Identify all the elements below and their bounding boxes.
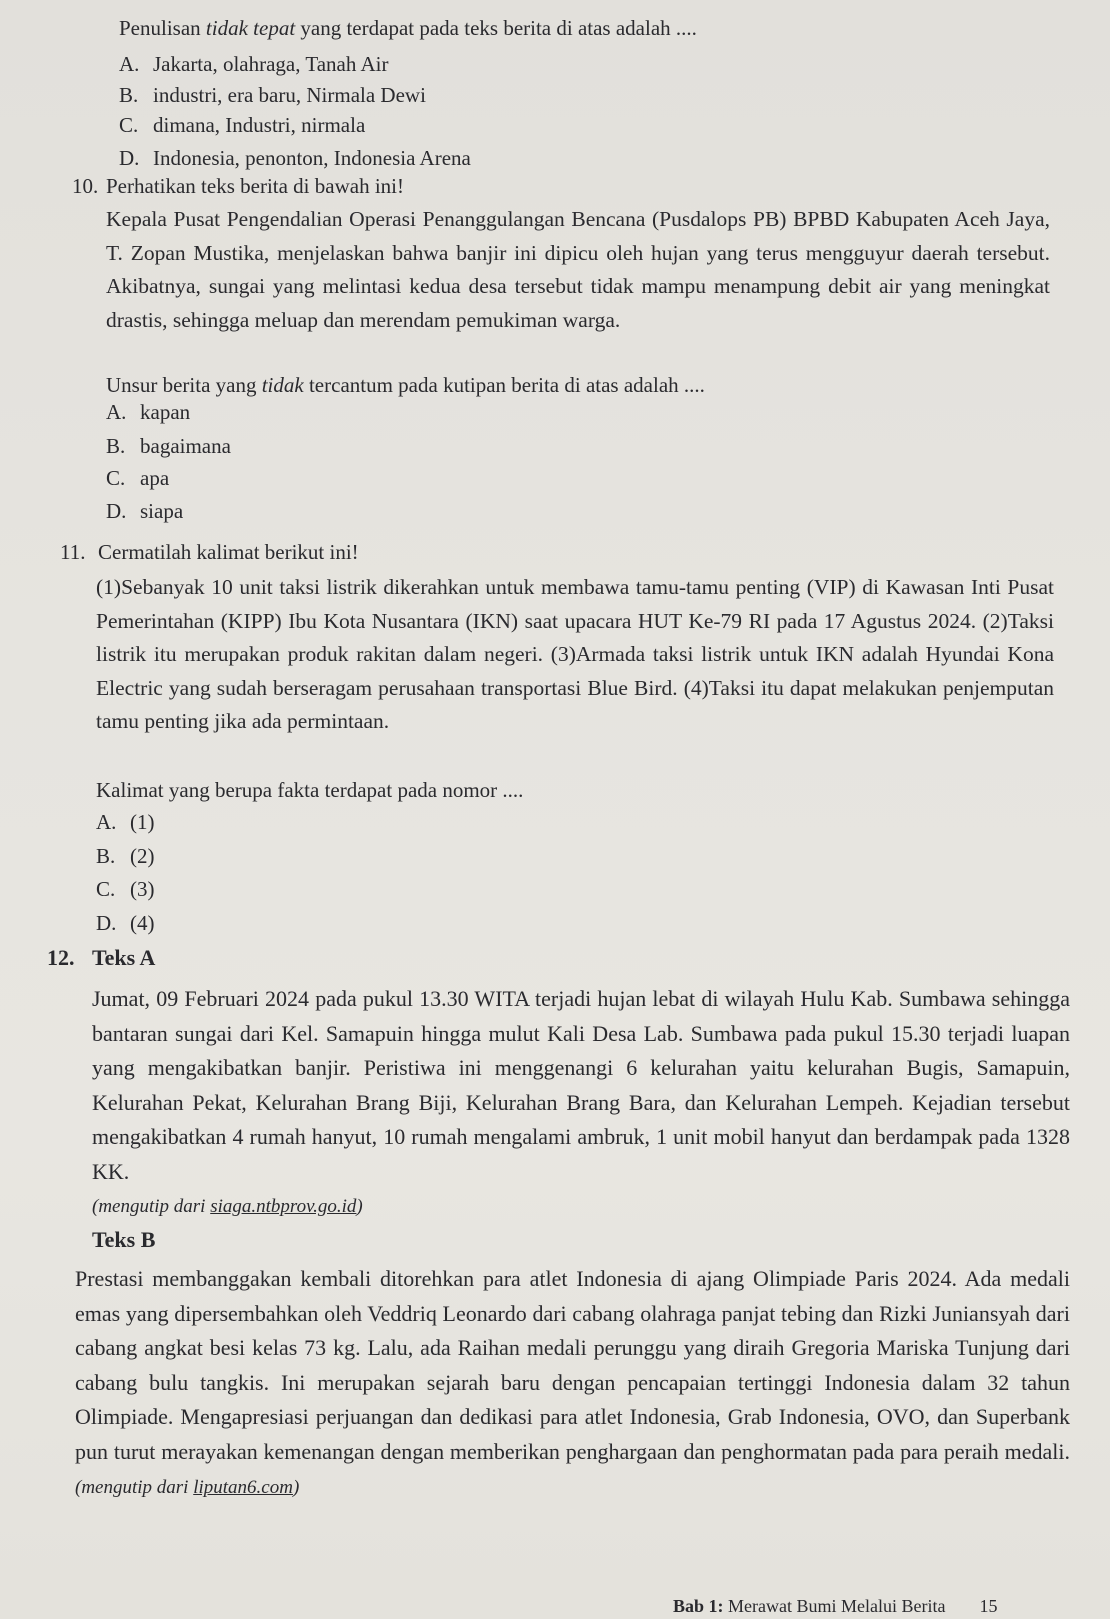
q12-teks-b-passage: Prestasi membanggakan kembali ditorehkan para atlet Indonesia di ajang Olimpiade Paris 2024. Ada medali emas yang dipersembahkan oleh Veddriq Leonardo dari cabang olahraga panjat tebing dan Rizki Juniansyah dari cabang angkat besi kelas 73 kg. Lalu, ada Raihan medali perunggu yang diraih Gregoria Mariska Tunjung dari cabang bulu tangkis. Ini merupakan sejarah baru dengan pencapaian tertinggi Indonesia dalam 32 tahun Olimpiade. Mengapresiasi perjuangan dan dedikasi para atlet Indonesia, Grab Indonesia, OVO, dan Superbank pun turut merayakan kemenangan dengan memberikan penghargaan dan penghormatan pada para peraih medali. (mengutip dari liputan6.com): [75, 1266, 1070, 1498]
q10-option-a: A. kapan: [106, 400, 191, 424]
page-footer: Bab 1: Merawat Bumi Melalui Berita 15: [673, 1596, 998, 1616]
q10-passage: Kepala Pusat Pengendalian Operasi Penanggulangan Bencana (Pusdalops PB) BPBD Kabupaten Aceh Jaya, T. Zopan Mustika, menjelaskan bahwa banjir ini dipicu oleh hujan yang terus mengguyur daerah tersebut. Akibatnya, sungai yang melintasi kedua desa tersebut tidak mampu menampung debit air yang meningkat drastis, sehingga meluap dan merendam pemukiman warga.: [106, 207, 1050, 332]
q12-teks-b-title: Teks B: [92, 1227, 156, 1252]
q12-teks-a-passage: Jumat, 09 Februari 2024 pada pukul 13.30 WITA terjadi hujan lebat di wilayah Hulu Kab. Sumbawa sehingga bantaran sungai dari Kel. Samapuin hingga mulut Kali Desa Lab. Sumbawa pada pukul 15.30 terjadi luapan yang mengakibatkan banjir. Peristiwa ini menggenangi 6 kelurahan yaitu kelurahan Bugis, Samapuin, Kelurahan Pekat, Kelurahan Brang Biji, Kelurahan Brang Bara, dan Kelurahan Lempeh. Kejadian tersebut mengakibatkan 4 rumah hanyut, 10 rumah mengalami ambruk, 1 unit mobil hanyut dan berdampak pada 1328 KK.: [92, 986, 1070, 1184]
q9-stem: Penulisan tidak tepat yang terdapat pada teks berita di atas adalah ....: [119, 16, 697, 40]
q10-option-d: D. siapa: [106, 499, 184, 523]
q11-stem: Kalimat yang berupa fakta terdapat pada nomor ....: [96, 778, 524, 802]
q10-option-b: B. bagaimana: [106, 434, 231, 458]
q9-option-c: C. dimana, Industri, nirmala: [119, 113, 366, 137]
page-number: 15: [979, 1596, 998, 1616]
q10-option-c: C. apa: [106, 466, 170, 490]
q11-option-c: C. (3): [96, 877, 155, 901]
teks-a-source-link[interactable]: siaga.ntbprov.go.id: [210, 1196, 357, 1217]
q11-option-d: D. (4): [96, 911, 155, 935]
q12-teks-b-source: (mengutip dari liputan6.com): [75, 1477, 300, 1498]
q12-heading: 12. Teks A: [47, 945, 156, 970]
q11-heading: 11. Cermatilah kalimat berikut ini!: [60, 540, 359, 564]
q10-stem: Unsur berita yang tidak tercantum pada kutipan berita di atas adalah ....: [106, 373, 705, 397]
teks-b-source-link[interactable]: liputan6.com: [193, 1477, 293, 1498]
q11-option-a: A. (1): [96, 810, 155, 834]
q12-teks-a-source: (mengutip dari siaga.ntbprov.go.id): [92, 1196, 363, 1217]
q11-passage: (1)Sebanyak 10 unit taksi listrik dikerahkan untuk membawa tamu-tamu penting (VIP) di Kawasan Inti Pusat Pemerintahan (KIPP) Ibu Kota Nusantara (IKN) saat upacara HUT Ke-79 RI pada 17 Agustus 2024. (2)Taksi listrik itu merupakan produk rakitan dalam negeri. (3)Armada taksi listrik untuk IKN adalah Hyundai Kona Electric yang sudah berseragam perusahaan transportasi Blue Bird. (4)Taksi itu dapat melakukan penjemputan tamu penting jika ada permintaan.: [96, 575, 1054, 733]
q11-option-b: B. (2): [96, 844, 155, 868]
q9-option-b: B. industri, era baru, Nirmala Dewi: [119, 83, 426, 107]
q9-option-a: A. Jakarta, olahraga, Tanah Air: [119, 52, 389, 76]
q10-heading: 10. Perhatikan teks berita di bawah ini!: [72, 174, 404, 198]
q9-option-d: D. Indonesia, penonton, Indonesia Arena: [119, 146, 471, 170]
